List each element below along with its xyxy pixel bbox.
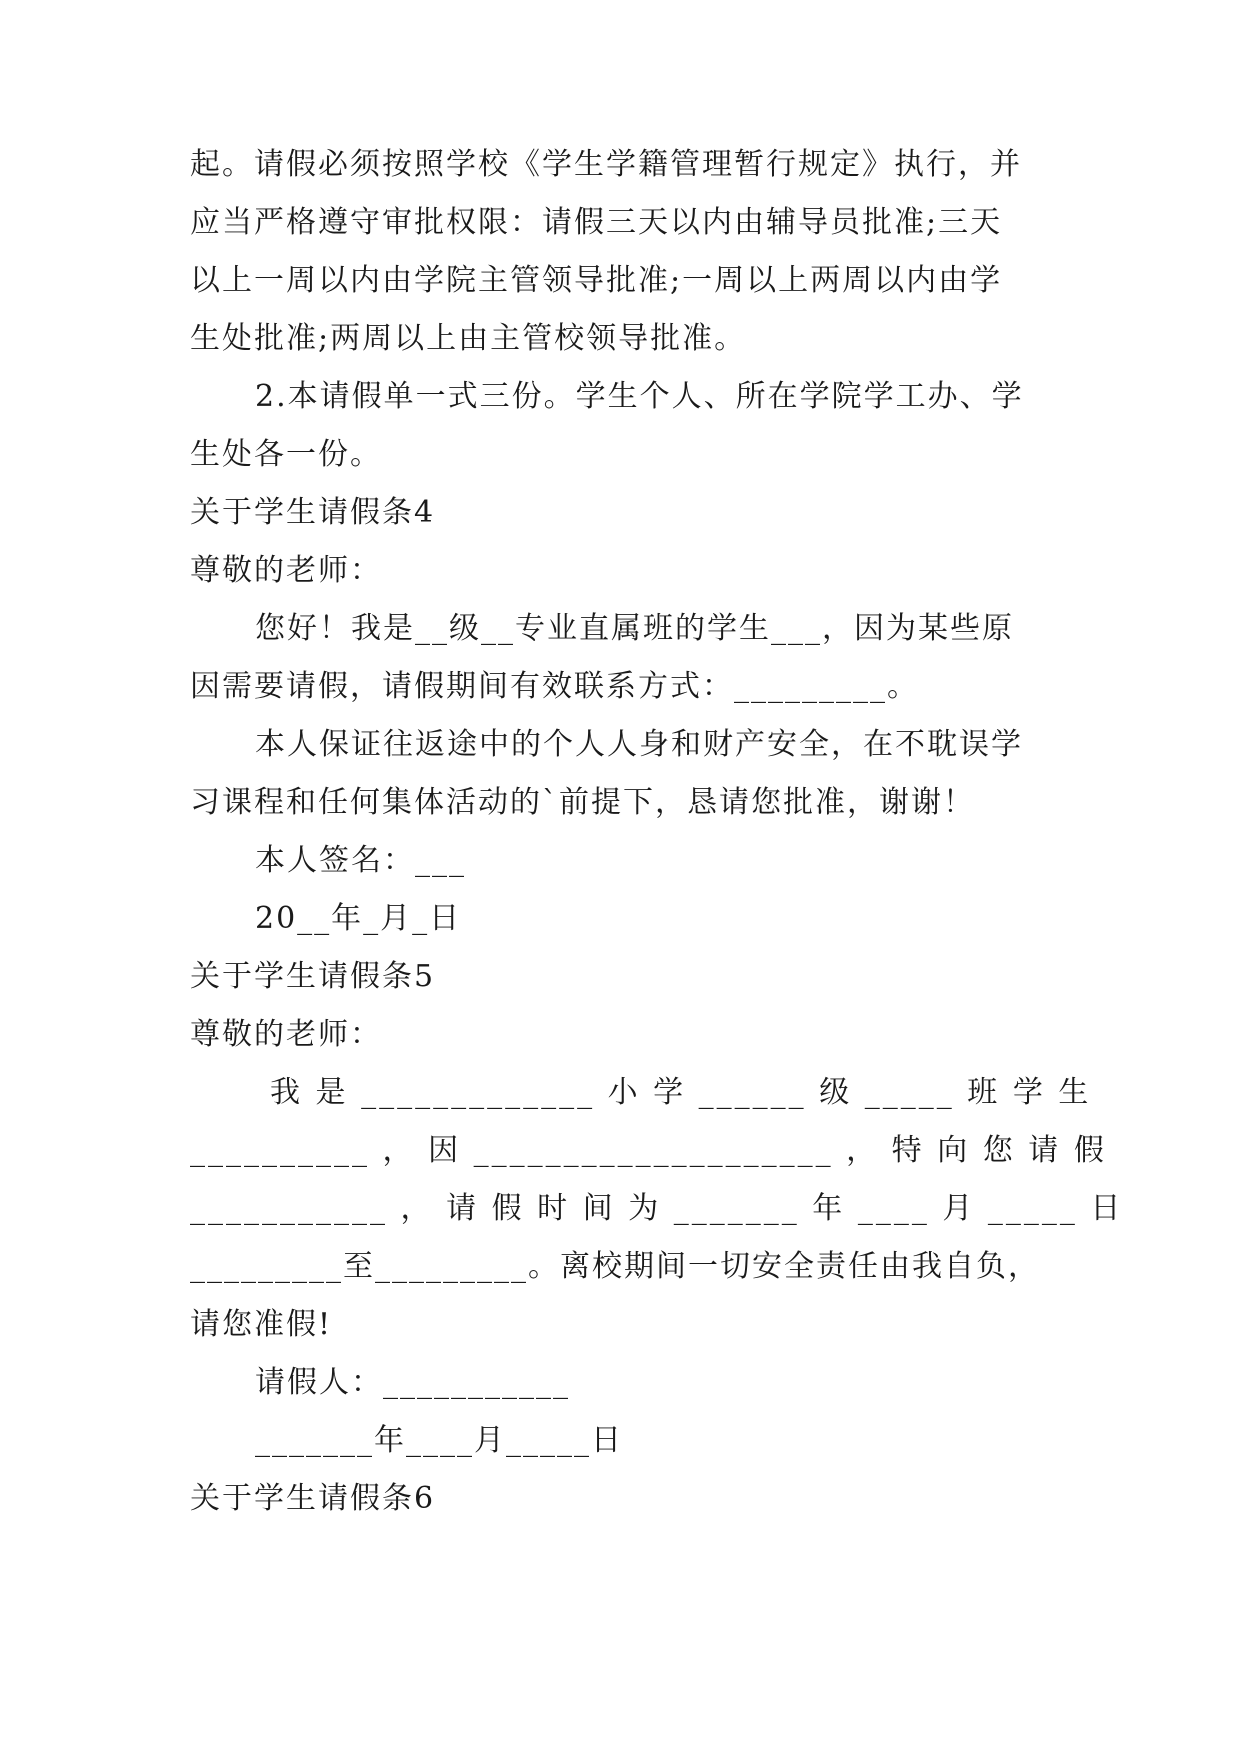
letter5-body-line1: 我 是 _____________ 小 学 ______ 级 _____ 班 学 生 <box>270 1075 1092 1110</box>
date-line-5: _______年____月_____日 <box>255 1423 623 1458</box>
applicant-line-5: 请假人：___________ <box>255 1365 570 1400</box>
letter5-body-line2: __________ ， 因 ____________________ ， 特 向 您 请 假 <box>190 1133 1107 1168</box>
rules-line-1: 起。请假必须按照学校《学生学籍管理暂行规定》执行，并 <box>190 147 1022 182</box>
letter5-body-line4: _________至_________。离校期间一切安全责任由我自负， <box>190 1249 1040 1284</box>
letter5-body-line3: ___________ ， 请 假 时 间 为 _______ 年 ____ 月 _____ 日 <box>190 1191 1124 1226</box>
greeting-5: 尊敬的老师： <box>190 1017 382 1052</box>
signature-line-4: 本人签名：___ <box>255 843 466 878</box>
section-title-5: 关于学生请假条5 <box>190 959 436 994</box>
rules-line-4: 生处批准;两周以上由主管校领导批准。 <box>190 321 747 356</box>
copies-line-1: 2.本请假单一式三份。学生个人、所在学院学工办、学 <box>255 379 1024 414</box>
greeting-4: 尊敬的老师： <box>190 553 382 588</box>
letter4-para1-line2: 因需要请假，请假期间有效联系方式：_________。 <box>190 669 919 704</box>
section-title-4: 关于学生请假条4 <box>190 495 436 530</box>
date-line-4: 20__年_月_日 <box>255 901 462 936</box>
letter4-para2-line2: 习课程和任何集体活动的`前提下，恳请您批准，谢谢！ <box>190 785 975 820</box>
copies-line-2: 生处各一份。 <box>190 437 382 472</box>
letter4-para1-line1: 您好！我是__级__专业直属班的学生___，因为某些原 <box>255 611 1014 646</box>
letter5-body-line5: 请您准假! <box>190 1307 333 1342</box>
rules-line-3: 以上一周以内由学院主管领导批准;一周以上两周以内由学 <box>190 263 1003 298</box>
letter4-para2-line1: 本人保证往返途中的个人人身和财产安全，在不耽误学 <box>255 727 1023 762</box>
section-title-6: 关于学生请假条6 <box>190 1481 436 1516</box>
rules-line-2: 应当严格遵守审批权限：请假三天以内由辅导员批准;三天 <box>190 205 1003 240</box>
